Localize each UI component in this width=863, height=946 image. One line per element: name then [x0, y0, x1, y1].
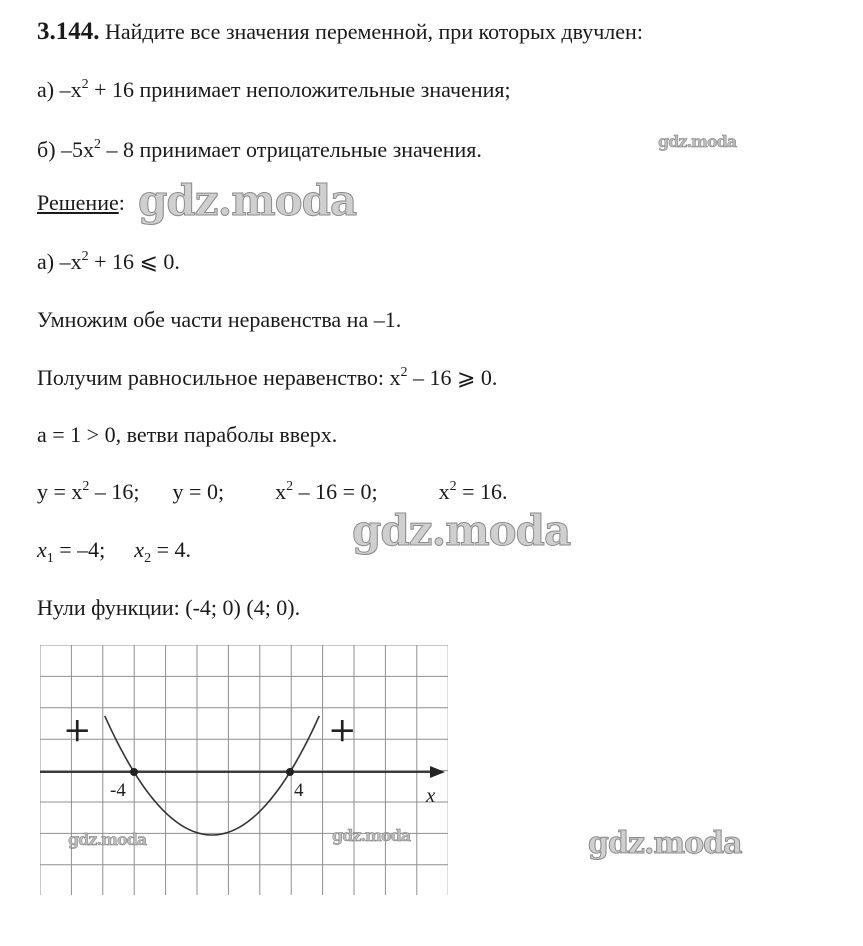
problem-number: 3.144. [37, 18, 100, 45]
root-point-left [130, 768, 138, 776]
roots-line: $x_1 = -4$; $x_2 = 4$. [37, 537, 191, 566]
root-label-right: 4 [294, 780, 304, 801]
part-b-statement: б) $-5x^2 - 8$ принимает отрицательные значения. [37, 137, 482, 162]
solution-a-inequality: а) $-x^2 + 16$ ⩽ 0. [37, 249, 180, 274]
axis-label-x: x [426, 783, 436, 807]
step-multiply: Умножим обе части неравенства на –1. [37, 307, 402, 332]
parabola-curve [105, 716, 320, 835]
problem-title [37, 18, 643, 46]
function-zeros: Нули функции: (-4; 0) (4; 0). [37, 595, 301, 620]
watermark: gdz.moda [352, 506, 571, 555]
watermark: gdz.moda [658, 132, 737, 151]
watermark: gdz.moda [138, 176, 357, 225]
root-point-right [286, 768, 294, 776]
equation-line: $y = x^2 - 16$; y = 0; $x^2 - 16 = 0$; $x^2 = 16$. [37, 479, 508, 504]
watermark: gdz.moda [332, 826, 411, 845]
root-label-left: -4 [110, 780, 126, 801]
x-axis-arrow [430, 766, 445, 778]
step-equivalent: Получим равносильное неравенство: $x^2 - 16$ ⩾ 0. [37, 365, 498, 390]
watermark: gdz.moda [68, 830, 147, 849]
watermark: gdz.moda [588, 826, 742, 861]
plus-sign-right: + [328, 710, 357, 750]
plus-sign-left: + [63, 710, 92, 750]
parabola-graph [40, 645, 448, 895]
graph-grid [40, 645, 448, 895]
step-branches: a = 1 > 0, ветви параболы вверх. [37, 422, 338, 447]
problem-statement: Найдите все значения переменной, при которых двучлен: [105, 19, 643, 44]
part-a-statement: а) $-x^2 + 16$ принимает неположительные значения; [37, 77, 511, 102]
solution-heading: Решение: [37, 190, 125, 215]
